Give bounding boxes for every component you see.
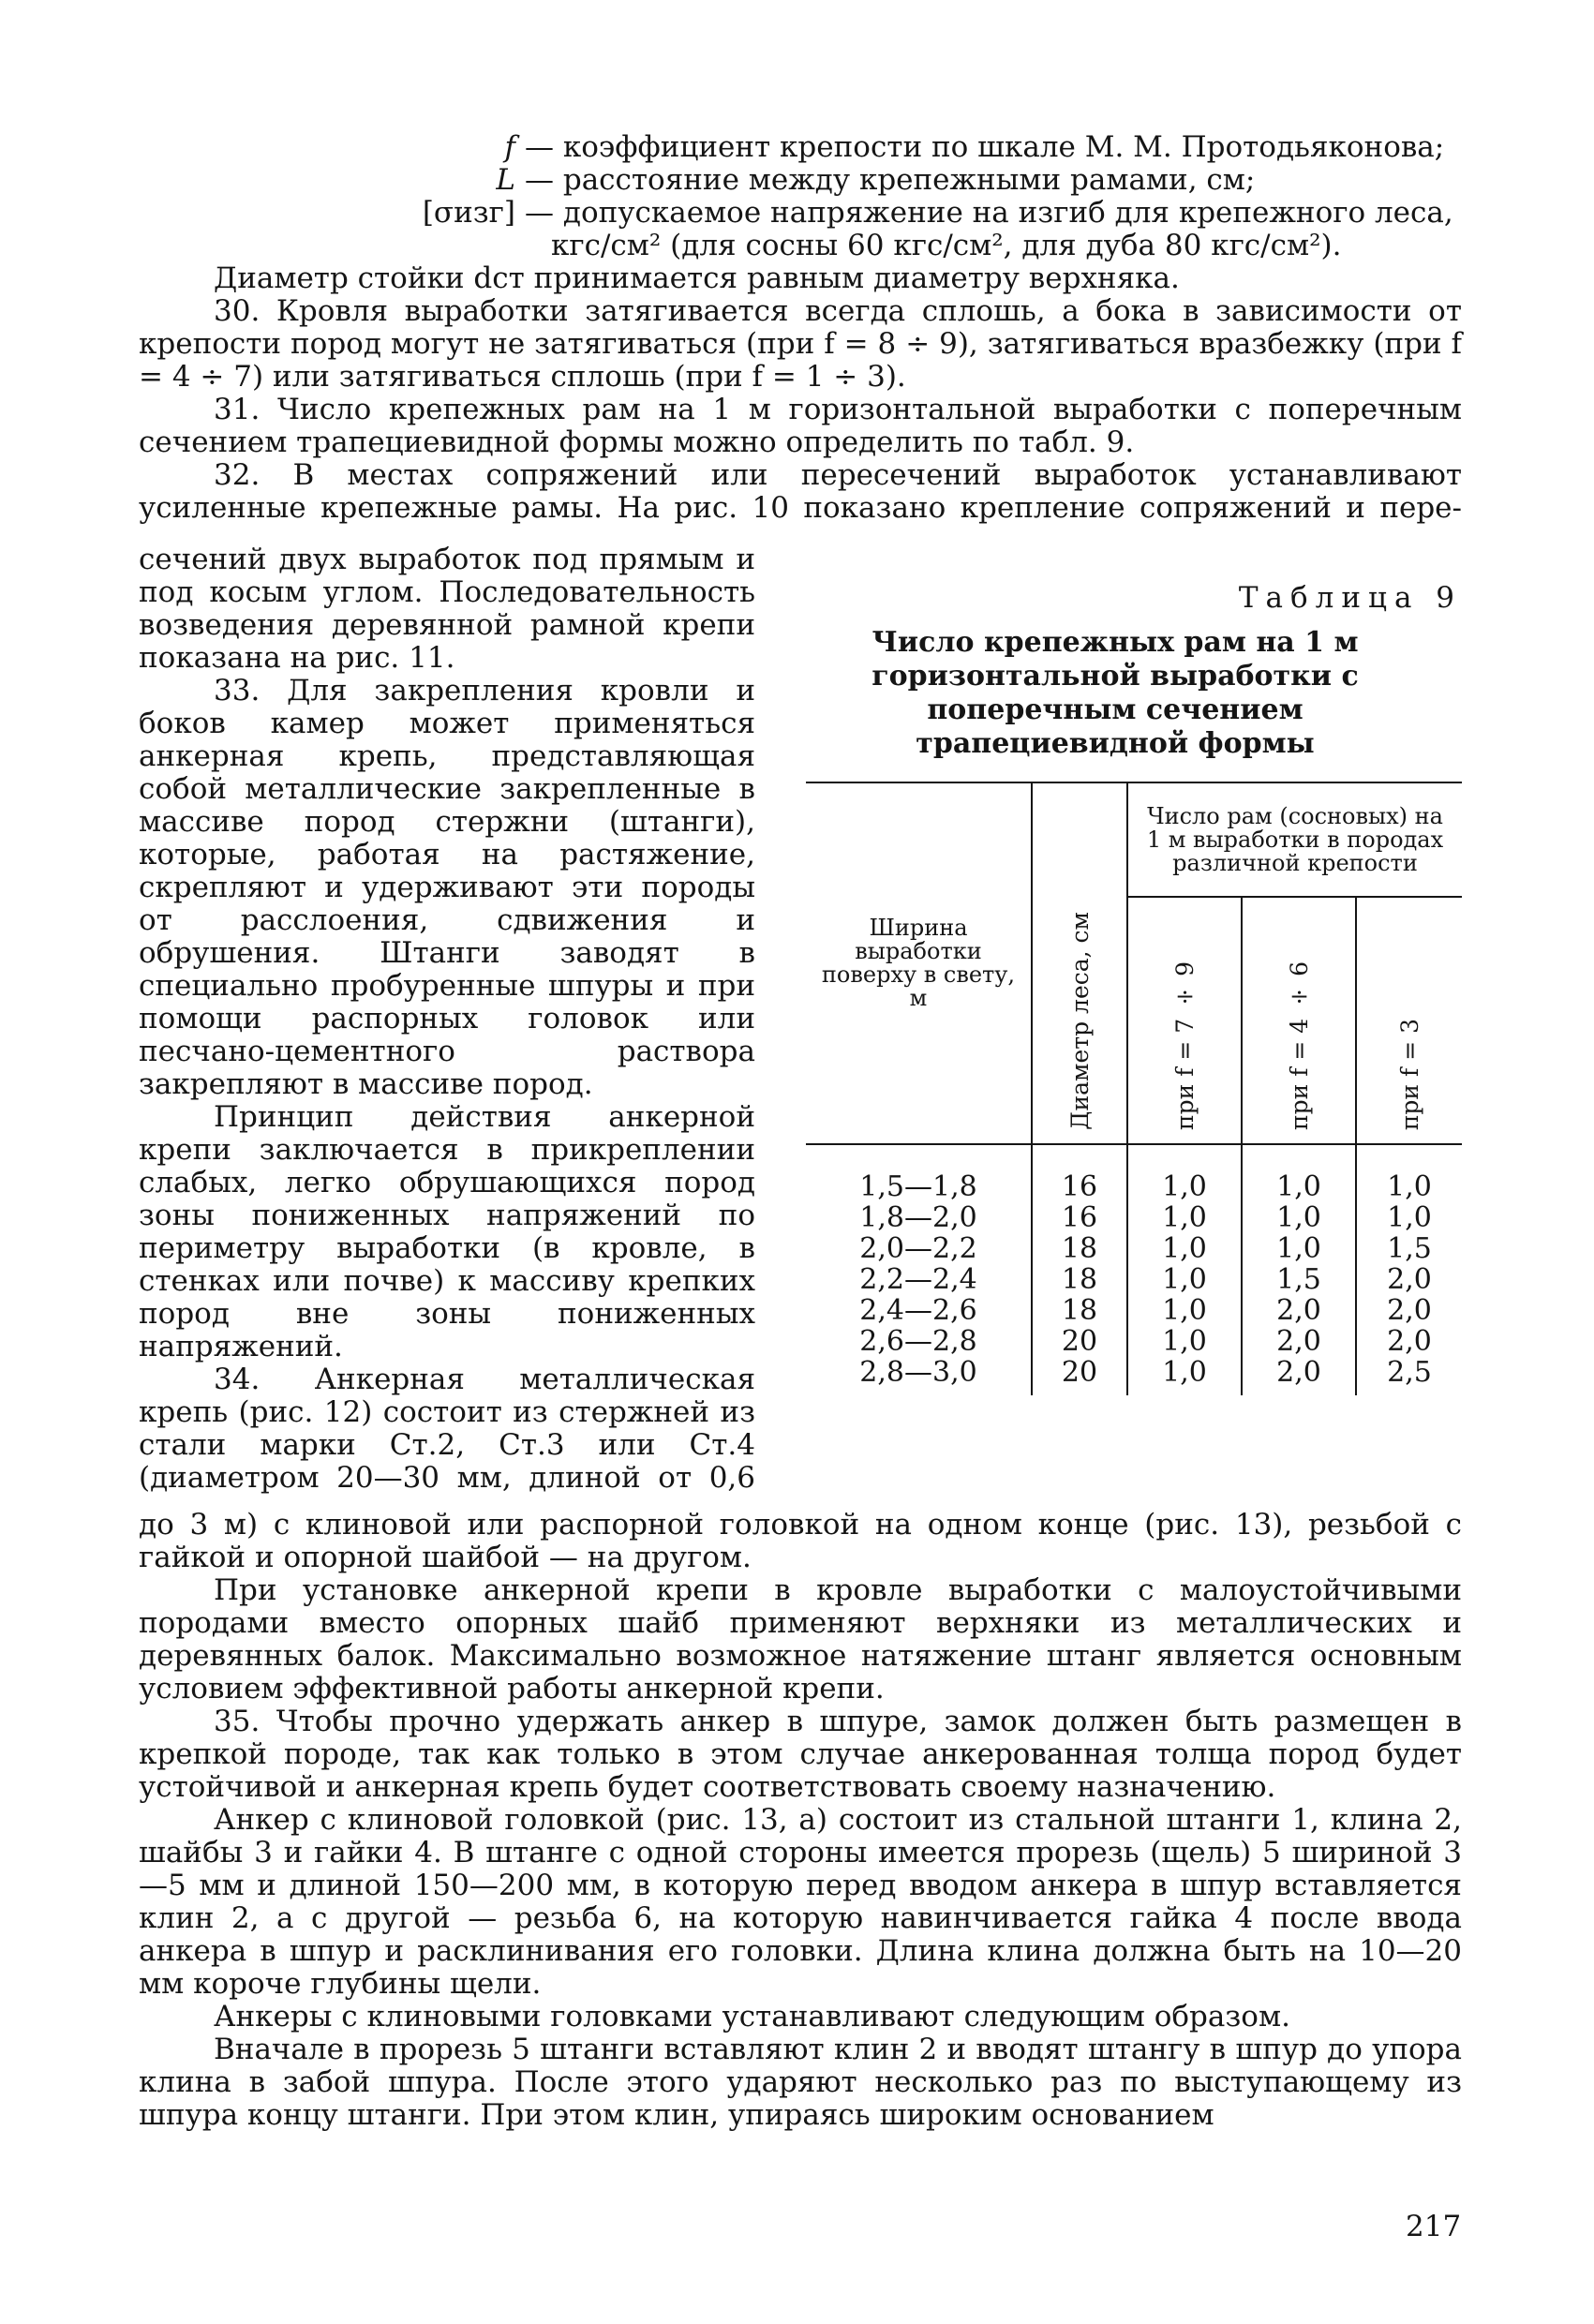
cell: 2,8—3,0 — [806, 1357, 1032, 1395]
cell: 2,0 — [1242, 1295, 1356, 1326]
cell: 2,0 — [1242, 1326, 1356, 1357]
paragraph: 32. В местах сопряжений или пересечений выработок устанавливают усиленные крепежные рамы. На рис. 10 показано крепление сопряжений и пере- — [139, 458, 1462, 525]
column-header — [1242, 897, 1356, 1144]
cell: 1,0 — [1242, 1233, 1356, 1264]
definition-symbol: f — [504, 130, 515, 164]
data-table — [806, 782, 1462, 1395]
cell: 1,0 — [1242, 1202, 1356, 1233]
cell: 1,0 — [1127, 1264, 1242, 1295]
cell: 1,0 — [1127, 1144, 1242, 1202]
definition-item — [139, 197, 1462, 230]
cell: 1,0 — [1242, 1144, 1356, 1202]
text-block-left — [139, 544, 755, 1495]
page-number: 217 — [1406, 2210, 1462, 2243]
paragraph: При установке анкерной крепи в кровле выработки с малоустойчивыми породами вместо опорных шайб применяют верхняки из металлических и деревянных балок. Максимально возможное натяжение штанг является основным условием эффективной работы анкерной крепи. — [139, 1573, 1462, 1706]
cell: 1,5 — [1242, 1264, 1356, 1295]
paragraph: Вначале в прорезь 5 штанги вставляют клин 2 и вводят штангу в шпур до упора клина в забой шпура. После этого ударяют несколько раз по выступающему из шпура концу штанги. При этом клин, упираясь широким основанием — [139, 2033, 1462, 2132]
cell: 20 — [1032, 1326, 1127, 1357]
table-row — [806, 1144, 1462, 1202]
table-title: Число крепежных рам на 1 м горизонтальной выработки с поперечным сечением трапециевидной формы — [871, 626, 1359, 760]
cell: 18 — [1032, 1233, 1127, 1264]
table-row — [806, 1357, 1462, 1395]
definition-text: — коэффициент крепости по шкале М. М. Протодьяконова; — [525, 130, 1445, 164]
header-width: Ширина выработки поверху в свету, м — [821, 915, 1016, 1011]
table-label: Таблица 9 — [1238, 581, 1462, 615]
table-9 — [806, 581, 1462, 1395]
definition-text: — расстояние между крепежными рамами, см; — [525, 163, 1256, 197]
header-f79: при f = 7 ÷ 9 — [1170, 961, 1199, 1130]
text-block-bottom — [139, 1509, 1462, 2132]
cell: 16 — [1032, 1144, 1127, 1202]
cell: 2,4—2,6 — [806, 1295, 1032, 1326]
column-header — [1032, 782, 1127, 1144]
paragraph: 30. Кровля выработки затягивается всегда сплошь, а бока в зависимости от крепости пород могут не затягиваться (при f = 8 ÷ 9), затягиваться вразбежку (при f = 4 ÷ 7) или затягиваться сплошь (при f = 1 ÷ 3). — [139, 294, 1462, 394]
cell: 2,0 — [1242, 1357, 1356, 1395]
cell: 2,6—2,8 — [806, 1326, 1032, 1357]
paragraph: сечений двух выработок под прямым и под косым углом. Последовательность возведения деревянной рамной крепи показана на рис. 11. — [139, 543, 755, 675]
column-header — [1127, 897, 1242, 1144]
paragraph: до 3 м) с клиновой или распорной головкой на одном конце (рис. 13), резьбой с гайкой и опорной шайбой — на другом. — [139, 1508, 1462, 1574]
cell: 1,0 — [1127, 1357, 1242, 1395]
cell: 16 — [1032, 1202, 1127, 1233]
paragraph: 31. Число крепежных рам на 1 м горизонтальной выработки с поперечным сечением трапециевидной формы можно определить по табл. 9. — [139, 393, 1462, 459]
cell: 1,0 — [1127, 1233, 1242, 1264]
cell: 2,0 — [1387, 1263, 1432, 1296]
cell: 2,2—2,4 — [806, 1264, 1032, 1295]
definition-continuation: кгс/см² (для сосны 60 кгс/см², для дуба 80 кгс/см²). — [551, 229, 1342, 262]
column-group-header — [1127, 782, 1462, 897]
cell: 18 — [1032, 1295, 1127, 1326]
paragraph: 34. Анкерная металлическая крепь (рис. 12) состоит из стержней из стали марки Ст.2, Ст.3 или Ст.4 (диаметром 20—30 мм, длиной от 0,6 — [139, 1363, 755, 1495]
cell: 1,5—1,8 — [806, 1144, 1032, 1202]
paragraph: Анкер с клиновой головкой (рис. 13, а) состоит из стальной штанги 1, клина 2, шайбы 3 и гайки 4. В штанге с одной стороны имеется прорезь (щель) 5 шириной 3—5 мм и длиной 150—200 мм, в которую перед вводом анкера в шпур вставляется клин 2, а с другой — резьба 6, на которую навинчивается гайка 4 после ввода анкера в шпур и расклинивания его головки. Длина клина должна быть на 10—20 мм короче глубины щели. — [139, 1803, 1462, 2001]
definition-item — [139, 131, 1462, 164]
text-block-top — [139, 262, 1462, 525]
table-row — [806, 1202, 1462, 1233]
header-f46: при f = 4 ÷ 6 — [1285, 961, 1313, 1130]
column-header — [806, 782, 1032, 1144]
definition-symbol: L — [496, 163, 515, 197]
cell: 18 — [1032, 1264, 1127, 1295]
definition-text: — допускаемое напряжение на изгиб для крепежного леса, — [525, 196, 1453, 230]
header-group: Число рам (сосновых) на 1 м выработки в породах различной крепости — [1146, 802, 1444, 876]
cell: 2,5 — [1387, 1356, 1432, 1389]
table-row — [806, 1233, 1462, 1264]
cell: 2,0—2,2 — [806, 1233, 1032, 1264]
definition-symbol: [σизг] — [422, 196, 515, 230]
table-row — [806, 1264, 1462, 1295]
table-row — [806, 1326, 1462, 1357]
cell: 1,0 — [1127, 1295, 1242, 1326]
table-row — [806, 1295, 1462, 1326]
definitions — [139, 131, 1462, 262]
cell: 1,5 — [1387, 1232, 1432, 1265]
cell: 20 — [1032, 1357, 1127, 1395]
column-header — [1356, 897, 1462, 1144]
header-diameter: Диаметр леса, см — [1065, 912, 1094, 1130]
header-f3: при f = 3 — [1395, 1018, 1423, 1130]
cell: 1,0 — [1387, 1170, 1432, 1203]
cell: 1,0 — [1387, 1201, 1432, 1234]
paragraph: Анкеры с клиновыми головками устанавливают следующим образом. — [214, 2000, 1290, 2034]
cell: 1,0 — [1127, 1202, 1242, 1233]
paragraph: 33. Для закрепления кровли и боков камер может применяться анкерная крепь, представляющая собой металлические закрепленные в массиве пород стержни (штанги), которые, работая на растяжение, скрепляют и удерживают эти породы от расслоения, сдвижения и обрушения. Штанги заводят в специально пробуренные шпуры и при помощи распорных головок или песчано-цементного раствора закрепляют в массиве пород. — [139, 674, 755, 1101]
paragraph: Диаметр стойки dст принимается равным диаметру верхняка. — [214, 261, 1180, 295]
cell: 1,0 — [1127, 1326, 1242, 1357]
cell: 2,0 — [1387, 1325, 1432, 1358]
definition-item — [139, 164, 1462, 197]
cell: 2,0 — [1387, 1294, 1432, 1327]
paragraph: Принцип действия анкерной крепи заключается в прикреплении слабых, легко обрушающихся пород зоны пониженных напряжений по периметру выработки (в кровле, в стенках или почве) к массиву крепких пород вне зоны пониженных напряжений. — [139, 1100, 755, 1363]
paragraph: 35. Чтобы прочно удержать анкер в шпуре, замок должен быть размещен в крепкой породе, так как только в этом случае анкерованная толща пород будет устойчивой и анкерная крепь будет соответствовать своему назначению. — [139, 1705, 1462, 1804]
cell: 1,8—2,0 — [806, 1202, 1032, 1233]
